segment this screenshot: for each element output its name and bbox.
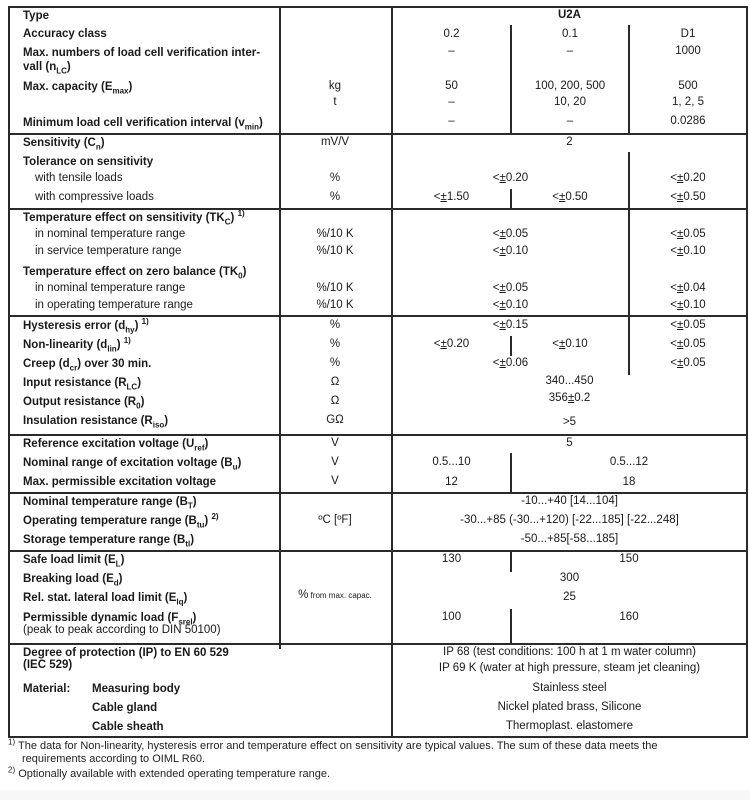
insulation-resistance-unit: GΩ xyxy=(326,414,344,426)
ip-value-1: IP 68 (test conditions: 100 h at 1 m water column) xyxy=(443,646,696,658)
uref-label: Reference excitation voltage $(U_{ref})$ xyxy=(23,438,209,453)
safe-load-limit-value-b: 150 xyxy=(619,553,639,565)
tkc-service-value-d1: <±0.10 xyxy=(670,245,706,257)
ip-label: Degree of protection (IP) to EN 60 529 xyxy=(23,647,229,659)
creep-label: Creep $(d_{cr})$ over 30 min. xyxy=(23,358,152,373)
tkc-nominal-value: <±0.05 xyxy=(492,228,529,240)
emax-kg-2: 100, 200, 500 xyxy=(534,80,606,92)
bu-unit: V xyxy=(331,456,339,468)
output-resistance-value: 356±0.2 xyxy=(548,392,591,404)
lateral-load-label: Rel. stat. lateral load limit $(E_{lq})$ xyxy=(23,592,188,607)
tk0-operating-value-d1: <±0.10 xyxy=(670,299,706,311)
bt-label: Nominal temperature range $(B_T)$ xyxy=(23,496,197,511)
tkc-nominal-value-d1: <±0.05 xyxy=(670,228,706,240)
tkc-nominal-label: in nominal temperature range xyxy=(35,228,186,240)
tk0-label: Temperature effect on zero balance $(TK_0)$ xyxy=(23,266,247,281)
tolerance-compressive-value-3: <±0.50 xyxy=(670,191,706,203)
vmin-value-1: – xyxy=(448,115,455,127)
umax-label: Max. permissible excitation voltage xyxy=(23,476,217,488)
tolerance-tensile-value: <±0.20 xyxy=(492,172,529,184)
emax-t-2: 10, 20 xyxy=(554,96,586,108)
table-border-right xyxy=(746,6,748,738)
emax-kg-3: 500 xyxy=(678,80,698,92)
btu-label: Operating temperature range $(B_{tu})$ $^{2)}$ xyxy=(23,512,219,530)
emax-kg-1: 50 xyxy=(445,80,458,92)
creep-value: <±0.06 xyxy=(492,357,529,369)
material-sheath-label: Cable sheath xyxy=(92,721,164,733)
safe-load-limit-value-a: 130 xyxy=(441,553,462,565)
material-label: Material: xyxy=(23,683,71,695)
tolerance-tensile-label: with tensile loads xyxy=(35,172,123,184)
emax-t-1: – xyxy=(448,96,455,108)
btu-value: -30...+85 (-30...+120) [-22...185] [-22...248] xyxy=(460,514,679,526)
bu-label: Nominal range of excitation voltage $(B_u)$ xyxy=(23,457,242,472)
emax-t-3: 1, 2, 5 xyxy=(672,96,704,108)
nlc-value-2: – xyxy=(566,45,574,57)
bu-value-a: 0.5...10 xyxy=(432,456,471,468)
temperature-unit: ºC [ºF] xyxy=(318,514,352,526)
material-gland-value: Nickel plated brass, Silicone xyxy=(497,701,642,713)
sensitivity-label: Sensitivity $(C_n)$ xyxy=(23,137,105,152)
page-bottom-band xyxy=(0,790,750,800)
insulation-resistance-value: >5 xyxy=(562,416,577,428)
material-body-value: Stainless steel xyxy=(532,682,607,694)
vmin-value-2: – xyxy=(566,115,574,127)
tolerance-compressive-label: with compressive loads xyxy=(35,191,154,203)
nonlinearity-value-3: <±0.05 xyxy=(670,338,706,350)
tkc-service-label: in service temperature range xyxy=(35,245,182,257)
hysteresis-value: <±0.15 xyxy=(492,319,529,331)
section-rule xyxy=(8,492,748,494)
breaking-load-label: Breaking load $(E_d)$ xyxy=(23,573,123,588)
tolerance-label: Tolerance on sensitivity xyxy=(23,156,154,168)
accuracy-value-3: D1 xyxy=(680,28,696,40)
material-body-label: Measuring body xyxy=(92,683,181,695)
creep-value-d1: <±0.05 xyxy=(670,357,706,369)
nlc-label-line2: vall $(n_{LC})$ xyxy=(23,61,71,76)
lateral-load-unit: % from max. capac. xyxy=(298,589,372,601)
ip-value-2: IP 69 K (water at high pressure, steam jet cleaning) xyxy=(438,662,701,674)
dynamic-load-label: Permissible dynamic load $(F_{srel})$ xyxy=(23,612,197,627)
uref-unit: V xyxy=(331,437,339,449)
output-resistance-unit: Ω xyxy=(330,395,340,407)
tkc-service-unit: %/10 K xyxy=(316,245,354,257)
dynamic-load-value-b: 160 xyxy=(619,611,639,623)
type-value: U2A xyxy=(557,9,581,21)
hysteresis-value-d1: <±0.05 xyxy=(670,319,706,331)
sensitivity-value: 2 xyxy=(566,136,573,148)
nlc-label: Max. numbers of load cell verification inter- xyxy=(23,47,261,59)
creep-unit: % xyxy=(329,357,341,369)
nonlinearity-value-2: <±0.10 xyxy=(552,338,588,350)
tk0-operating-label: in operating temperature range xyxy=(35,299,193,311)
btl-label: Storage temperature range $(B_{tl})$ xyxy=(23,534,195,549)
safe-load-limit-label: Safe load limit $(E_L)$ xyxy=(23,554,125,569)
tk0-operating-unit: %/10 K xyxy=(316,299,354,311)
ip-label-line2: (IEC 529) xyxy=(23,659,73,671)
nlc-value-3: 1000 xyxy=(675,45,701,57)
input-resistance-label: Input resistance $(R_{LC})$ xyxy=(23,377,142,392)
nonlinearity-unit: % xyxy=(329,338,341,350)
emax-label: Max. capacity $(E_{max})$ xyxy=(23,81,133,96)
vmin-value-3: 0.0286 xyxy=(670,115,706,127)
nonlinearity-label: Non-linearity $(d_{lin})$ $^{1)}$ xyxy=(23,336,131,354)
tk0-nominal-value: <±0.05 xyxy=(492,282,529,294)
tkc-nominal-unit: %/10 K xyxy=(316,228,354,240)
lateral-load-value: 25 xyxy=(563,591,576,603)
footnote-1-line2: requirements according to OIML R60. xyxy=(22,753,206,765)
uref-value: 5 xyxy=(566,437,573,449)
tolerance-compressive-value-2: <±0.50 xyxy=(552,191,588,203)
bu-value-b: 0.5...12 xyxy=(609,456,649,468)
btl-value: -50...+85[-58...185] xyxy=(520,533,619,545)
table-border-bottom xyxy=(8,736,748,738)
input-resistance-unit: Ω xyxy=(330,376,340,388)
tolerance-compressive-unit: % xyxy=(329,191,341,203)
vmin-label: Minimum load cell verification interval $(v_{min})$ xyxy=(23,117,263,132)
tkc-label: Temperature effect on sensitivity $(TK_C)$ $^{1)}$ xyxy=(23,209,245,227)
tk0-nominal-value-d1: <±0.04 xyxy=(670,282,706,294)
hysteresis-unit: % xyxy=(329,319,341,331)
bt-value: -10...+40 [14...104] xyxy=(521,495,618,507)
tk0-nominal-unit: %/10 K xyxy=(316,282,354,294)
emax-unit-kg: kg xyxy=(328,80,342,92)
umax-value-a: 12 xyxy=(445,476,458,488)
type-label: Type xyxy=(23,10,49,22)
hysteresis-label: Hysteresis error $(d_{hy})$ $^{1)}$ xyxy=(23,317,149,335)
tkc-service-value: <±0.10 xyxy=(492,245,529,257)
footnote-1: $^{1)}$ The data for Non-linearity, hysteresis error and temperature effect on sensitivity are typical values. The sum of these data meets the xyxy=(8,737,658,752)
input-resistance-value: 340...450 xyxy=(545,375,594,387)
emax-unit-t: t xyxy=(333,96,337,108)
umax-value-b: 18 xyxy=(622,476,636,488)
tolerance-tensile-value-d1: <±0.20 xyxy=(670,172,706,184)
section-rule xyxy=(8,133,748,135)
footnote-2: $^{2)}$ Optionally available with extended operating temperature range. xyxy=(8,765,331,780)
material-sheath-value: Thermoplast. elastomere xyxy=(505,720,634,732)
breaking-load-value: 300 xyxy=(559,572,580,584)
dynamic-load-note: (peak to peak according to DIN 50100) xyxy=(23,624,221,636)
tk0-operating-value: <±0.10 xyxy=(492,299,529,311)
tolerance-compressive-value-1: <±1.50 xyxy=(433,191,470,203)
section-rule xyxy=(8,208,748,210)
table-border-top xyxy=(8,6,748,8)
nonlinearity-value-1: <±0.20 xyxy=(433,338,470,350)
section-rule xyxy=(8,315,748,317)
tolerance-tensile-unit: % xyxy=(329,172,341,184)
tk0-nominal-label: in nominal temperature range xyxy=(35,282,186,294)
sensitivity-unit: mV/V xyxy=(320,136,350,148)
umax-unit: V xyxy=(331,475,339,487)
accuracy-class-label: Accuracy class xyxy=(23,28,107,40)
output-resistance-label: Output resistance $(R_0)$ xyxy=(23,396,145,411)
accuracy-value-1: 0.2 xyxy=(443,28,460,40)
nlc-value-1: – xyxy=(448,45,455,57)
insulation-resistance-label: Insulation resistance $(R_{iso})$ xyxy=(23,415,169,430)
section-rule xyxy=(8,434,748,436)
material-gland-label: Cable gland xyxy=(92,702,158,714)
section-rule xyxy=(8,550,748,552)
section-rule xyxy=(8,643,748,645)
accuracy-value-2: 0.1 xyxy=(562,28,578,40)
dynamic-load-value-a: 100 xyxy=(441,611,462,623)
table-border-left xyxy=(8,6,10,738)
